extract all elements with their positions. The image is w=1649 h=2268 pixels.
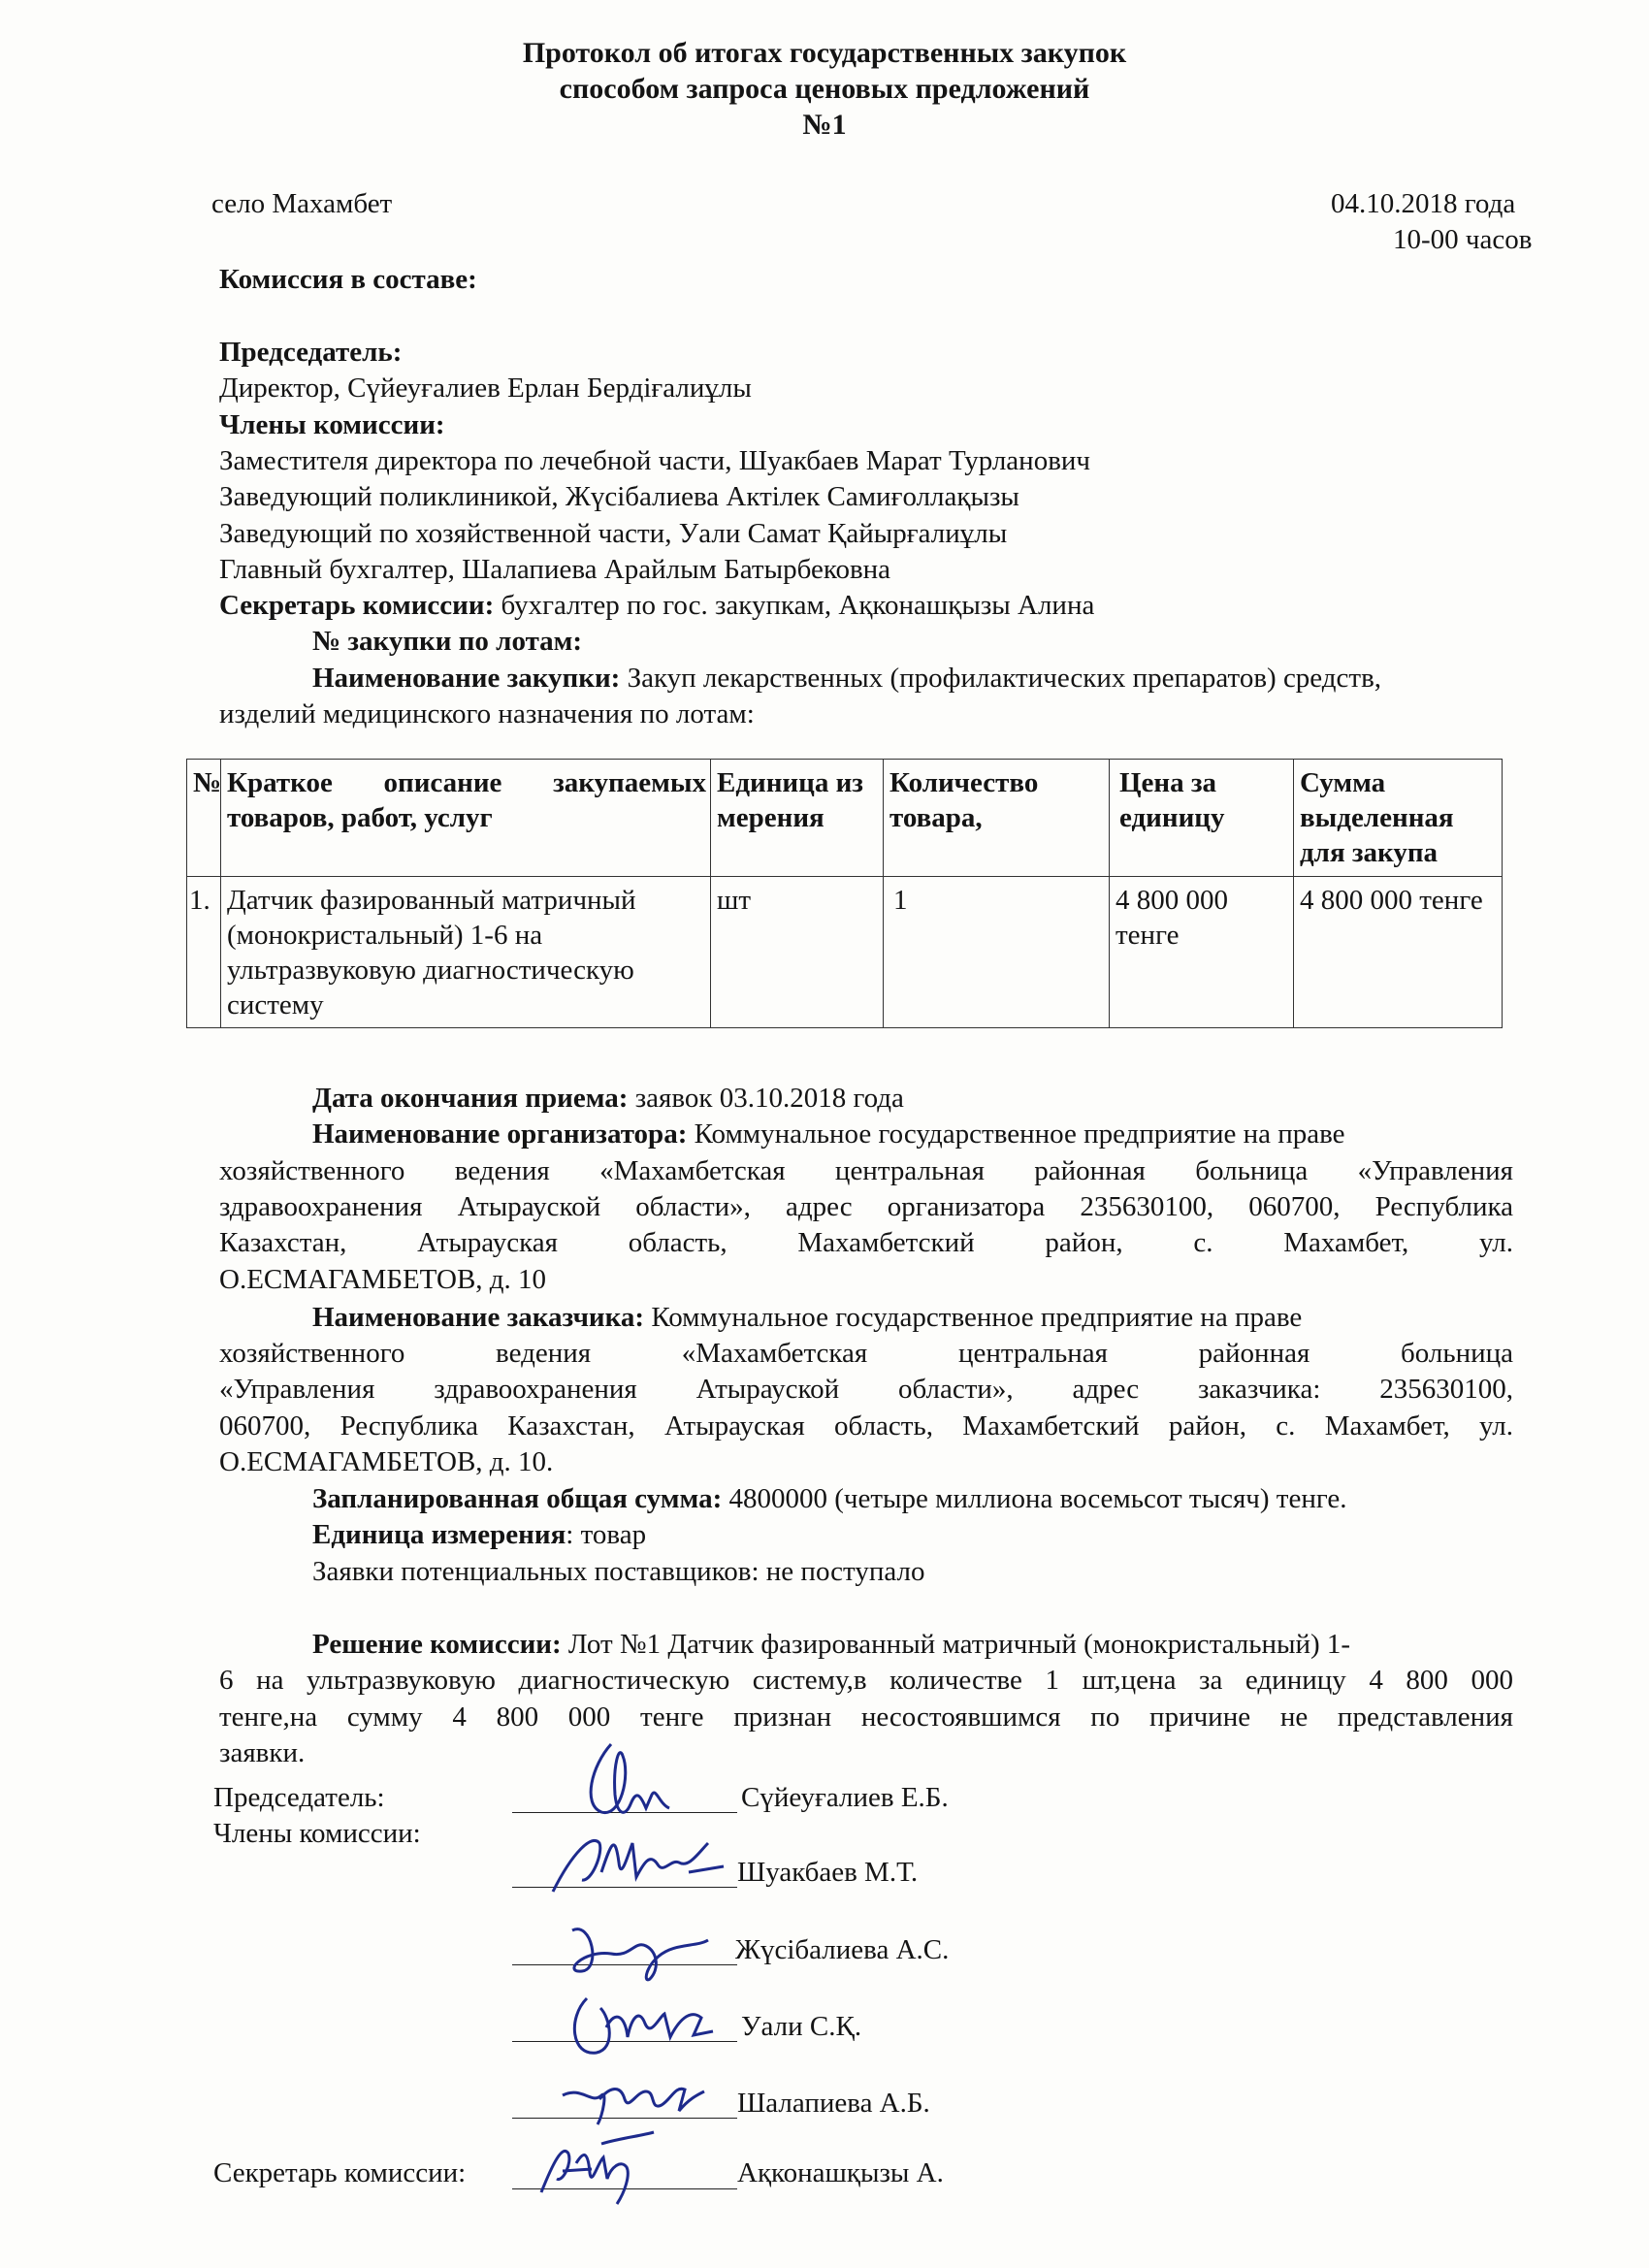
member-1-name: Шуакбаев М.Т.	[737, 1857, 919, 1888]
secretary: бухгалтер по гос. закупкам, Ақконашқызы Алина	[494, 590, 1095, 621]
decision-line-4: заявки.	[219, 1737, 306, 1768]
header-num: №	[187, 760, 221, 877]
decision	[312, 1627, 1350, 1663]
place: село Махамбет	[211, 188, 393, 219]
lot-number-heading: № закупки по лотам:	[312, 626, 583, 657]
purchase-name-line-2: изделий медицинского назначения по лотам:	[219, 698, 755, 729]
organizer-line-4: Казахстан, Атырауская область, Махамбетский район, с. Махамбет, ул.	[219, 1227, 1513, 1258]
organizer-line-2: хозяйственного ведения «Махамбетская центральная районная больница «Управления	[219, 1155, 1513, 1186]
total-sum	[312, 1481, 1346, 1517]
customer-line-2: хозяйственного ведения «Махамбетская центральная районная больница	[219, 1338, 1513, 1369]
member-1: Заместителя директора по лечебной части, Шуакбаев Марат Турланович	[219, 445, 1090, 476]
header-desc: Краткое описание закупаемых товаров, работ, услуг	[221, 760, 711, 877]
header-price: Цена за единицу	[1110, 760, 1294, 877]
decision-line-2: 6 на ультразвуковую диагностическую систему,в количестве 1 шт,цена за единицу 4 800 000	[219, 1665, 1513, 1696]
table-row	[187, 877, 1503, 1028]
organizer	[312, 1117, 1345, 1152]
deadline-value: заявок 03.10.2018 года	[628, 1083, 904, 1114]
secretary-heading: Секретарь комиссии:	[219, 590, 495, 621]
time: 10-00 часов	[1393, 224, 1533, 255]
chairman-name: Сүйеуғалиев Е.Б.	[741, 1782, 949, 1813]
member-4-name: Шалапиева А.Б.	[737, 2088, 930, 2119]
member-3: Заведующий по хозяйственной части, Уали Самат Қайырғалиұлы	[219, 518, 1008, 549]
deadline-heading: Дата окончания приема:	[312, 1083, 629, 1114]
header-sum: Сумма выделенная для закупа	[1294, 760, 1503, 877]
decision-line-3: тенге,на сумму 4 800 000 тенге признан несостоявшимся по причине не представления	[219, 1701, 1513, 1733]
decision-heading: Решение комиссии:	[312, 1629, 562, 1660]
title-line-3: №1	[802, 109, 847, 141]
secretary-signature	[534, 2124, 660, 2212]
cell-num: 1.	[187, 877, 221, 1028]
member-1-signature	[543, 1824, 737, 1901]
cell-price: 4 800 000 тенге	[1110, 877, 1294, 1028]
members-label: Члены комиссии:	[213, 1818, 421, 1849]
members-heading: Члены комиссии:	[219, 409, 445, 440]
secretary-name: Ақконашқызы А.	[737, 2157, 944, 2188]
decision-line-1: Лот №1 Датчик фазированный матричный (монокристальный) 1-	[561, 1629, 1351, 1660]
document-title	[0, 35, 1649, 143]
member-4: Главный бухгалтер, Шалапиева Арайлым Батырбековна	[219, 554, 891, 585]
secretary-line	[219, 588, 1094, 624]
title-line-2: способом запроса ценовых предложений	[559, 73, 1090, 105]
member-2-signature	[553, 1911, 718, 1989]
chairman-label: Председатель:	[213, 1782, 385, 1813]
lots-table	[186, 759, 1503, 1028]
header-unit: Единица измерения	[711, 760, 884, 877]
unit-heading: Единица измерения	[312, 1519, 566, 1550]
member-4-signature	[553, 2057, 708, 2134]
customer-line-5: О.ЕСМАГАМБЕТОВ, д. 10.	[219, 1446, 554, 1477]
customer-heading: Наименование заказчика:	[312, 1302, 645, 1333]
purchase-name	[312, 661, 1381, 697]
member-2: Заведующий поликлиникой, Жүсібалиева Актілек Самиғоллақызы	[219, 481, 1019, 512]
cell-sum: 4 800 000 тенге	[1294, 877, 1503, 1028]
deadline	[312, 1081, 904, 1117]
unit-value: : товар	[566, 1519, 647, 1550]
table-header-row	[187, 760, 1503, 877]
commission-heading: Комиссия в составе:	[219, 264, 477, 295]
cell-desc: Датчик фазированный матричный (монокристальный) 1-6 на ультразвуковую диагностическую систему	[221, 877, 711, 1028]
cell-qty: 1	[884, 877, 1110, 1028]
date: 04.10.2018 года	[1331, 188, 1516, 219]
customer-line-4: 060700, Республика Казахстан, Атырауская область, Махамбетский район, с. Махамбет, ул.	[219, 1410, 1513, 1442]
total-value: 4800000 (четыре миллиона восемьсот тысяч) тенге.	[722, 1483, 1347, 1514]
chairman: Директор, Сүйеуғалиев Ерлан Бердіғалиұлы	[219, 373, 752, 404]
member-2-name: Жүсібалиева А.С.	[735, 1934, 950, 1965]
customer	[312, 1300, 1302, 1336]
customer-line-3: «Управления здравоохранения Атырауской области», адрес заказчика: 235630100,	[219, 1374, 1513, 1405]
member-3-signature	[558, 1979, 723, 2066]
purchase-name-line-1: Закуп лекарственных (профилактических препаратов) средств,	[620, 663, 1382, 694]
customer-line-1: Коммунальное государственное предприятие на праве	[644, 1302, 1303, 1333]
organizer-heading: Наименование организатора:	[312, 1118, 688, 1150]
organizer-line-3: здравоохранения Атырауской области», адрес организатора 235630100, 060700, Республика	[219, 1191, 1513, 1222]
secretary-label: Секретарь комиссии:	[213, 2157, 467, 2188]
cell-unit: шт	[711, 877, 884, 1028]
unit-of-measure	[312, 1517, 646, 1553]
total-heading: Запланированная общая сумма:	[312, 1483, 723, 1514]
organizer-line-1: Коммунальное государственное предприятие на праве	[687, 1118, 1345, 1150]
organizer-line-5: О.ЕСМАГАМБЕТОВ, д. 10	[219, 1264, 547, 1295]
member-3-name: Уали С.Қ.	[741, 2011, 862, 2042]
header-qty: Количество товара,	[884, 760, 1110, 877]
purchase-name-heading: Наименование закупки:	[312, 663, 621, 694]
chairman-signature	[572, 1736, 689, 1824]
applications: Заявки потенциальных поставщиков: не поступало	[312, 1556, 925, 1587]
title-line-1: Протокол об итогах государственных закупок	[522, 37, 1127, 69]
chairman-heading: Председатель:	[219, 337, 403, 368]
